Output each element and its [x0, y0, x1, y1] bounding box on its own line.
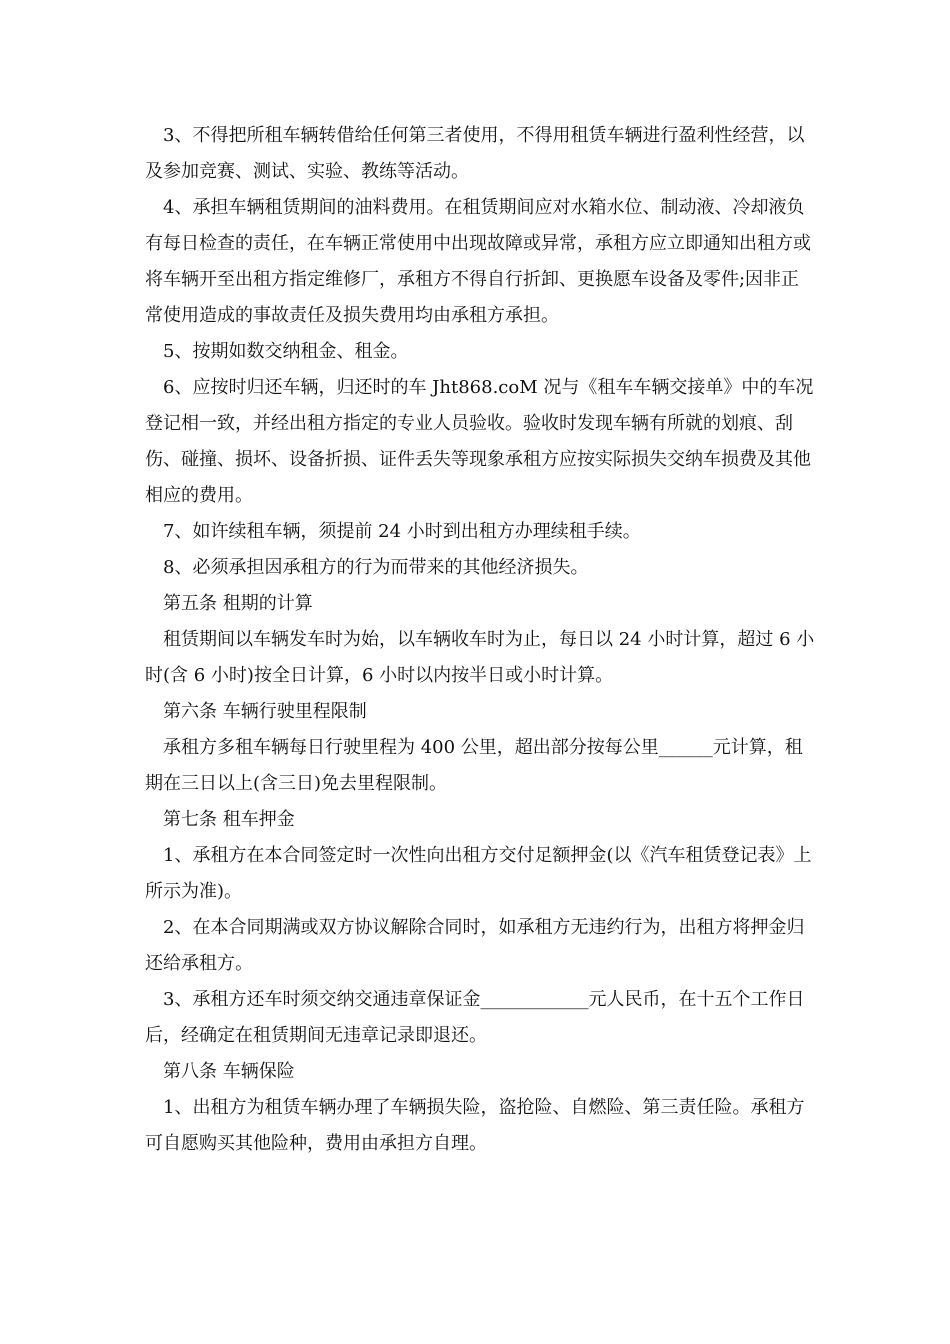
article-7-heading: 第七条 租车押金	[163, 809, 295, 830]
clause-item-3: 3、不得把所租车辆转借给任何第三者使用，不得用租赁车辆进行盈利性经营，以及参加竞赛、测试、实验、教练等活动。	[145, 125, 805, 182]
article-6-heading: 第六条 车辆行驶里程限制	[163, 701, 367, 722]
article-5-body: 租赁期间以车辆发车时为始，以车辆收车时为止，每日以 24 小时计算，超过 6 小时(含 6 小时)按全日计算，6 小时以内按半日或小时计算。	[145, 629, 815, 686]
article-7-item-2: 2、在本合同期满或双方协议解除合同时，如承租方无违约行为，出租方将押金归还给承租方。	[145, 917, 805, 974]
clause-item-4: 4、承担车辆租赁期间的油料费用。在租赁期间应对水箱水位、制动液、冷却液负有每日检查的责任，在车辆正常使用中出现故障或异常，承租方应立即通知出租方或将车辆开至出租方指定维修厂，承租方不得自行折卸、更换愿车设备及零件;因非正常使用造成的事故责任及损失费用均由承租方承担。	[145, 197, 811, 326]
clause-item-6: 6、应按时归还车辆，归还时的车 Jht868.coM 况与《租车车辆交接单》中的车况登记相一致，并经出租方指定的专业人员验收。验收时发现车辆有所就的划痕、刮伤、碰撞、损坏、设备折损、证件丢失等现象承租方应按实际损失交纳车损费及其他相应的费用。	[145, 377, 814, 506]
article-8-heading: 第八条 车辆保险	[163, 1061, 295, 1082]
article-6-body: 承租方多租车辆每日行驶里程为 400 公里，超出部分按每公里______元计算，租期在三日以上(含三日)免去里程限制。	[145, 737, 803, 794]
article-7-item-1: 1、承租方在本合同签定时一次性向出租方交付足额押金(以《汽车租赁登记表》上所示为准)。	[145, 845, 812, 902]
article-5-heading: 第五条 租期的计算	[163, 593, 313, 614]
clause-item-5: 5、按期如数交纳租金、租金。	[163, 341, 409, 362]
clause-item-7: 7、如许续租车辆，须提前 24 小时到出租方办理续租手续。	[163, 521, 641, 542]
article-8-item-1: 1、出租方为租赁车辆办理了车辆损失险，盗抢险、自燃险、第三责任险。承租方可自愿购买其他险种，费用由承担方自理。	[145, 1097, 805, 1154]
article-7-item-3: 3、承租方还车时须交纳交通违章保证金____________元人民币，在十五个工作日后，经确定在租赁期间无违章记录即退还。	[145, 989, 805, 1046]
clause-item-8: 8、必须承担因承租方的行为而带来的其他经济损失。	[163, 557, 589, 578]
document-body	[145, 118, 815, 1162]
